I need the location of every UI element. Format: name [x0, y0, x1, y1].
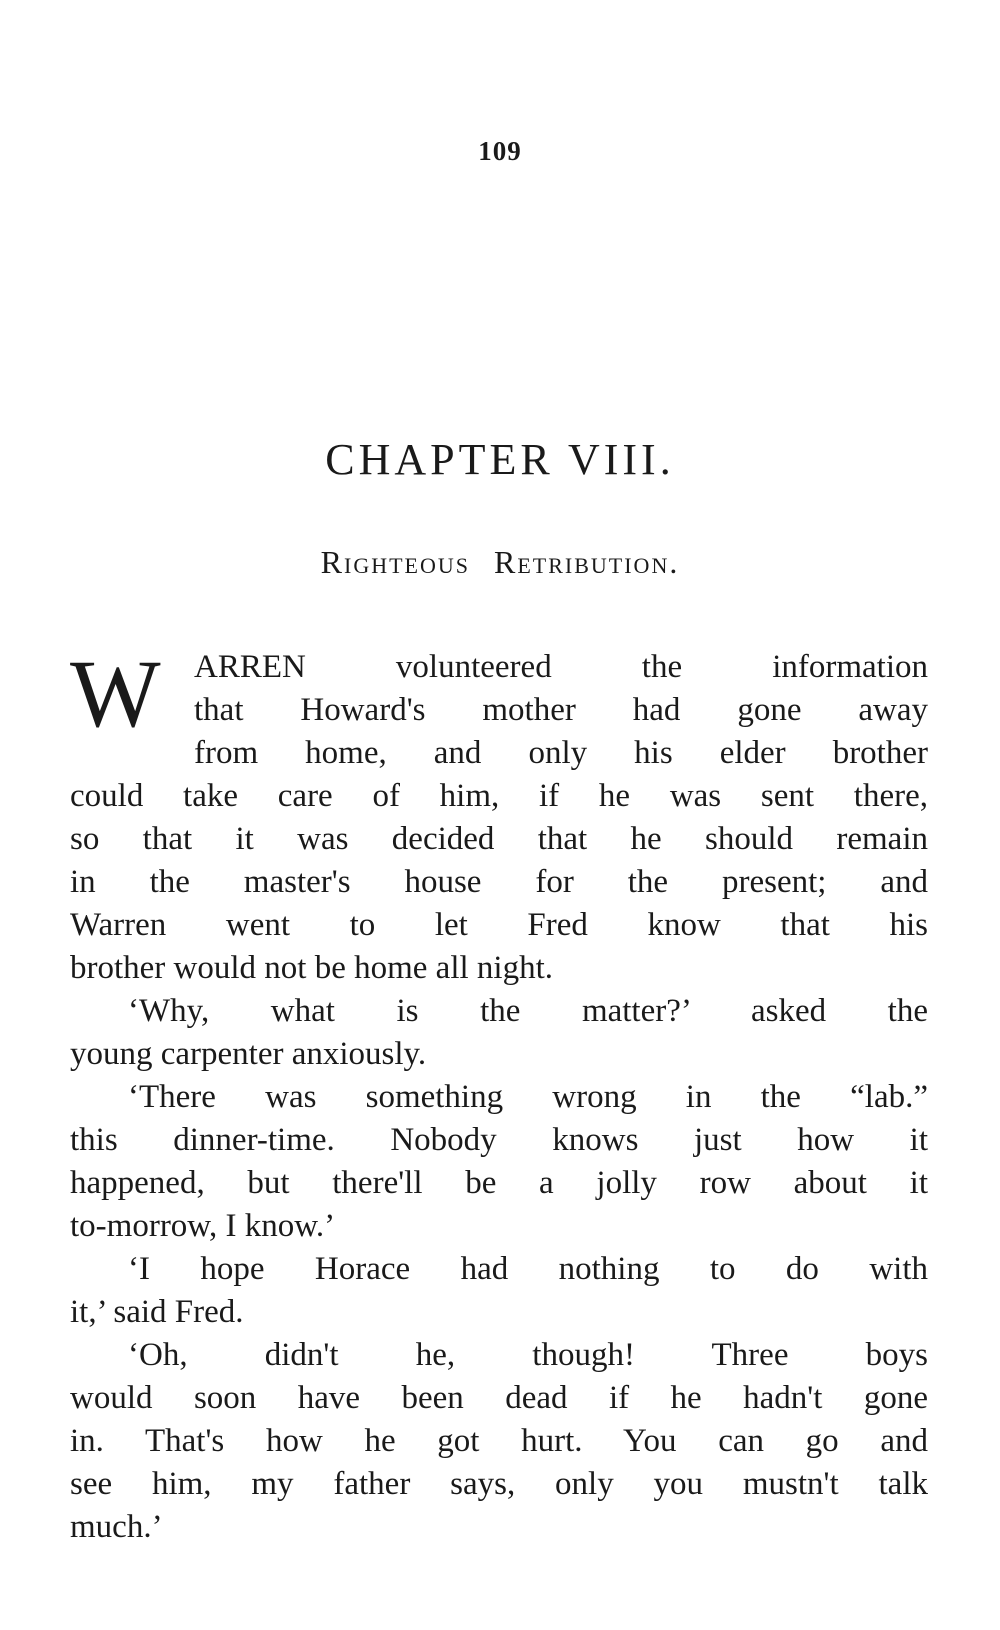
text-line: from home, and only his elder brother: [194, 735, 928, 771]
text-line: happened, but there'll be a jolly row about it: [70, 1165, 928, 1201]
text-line: ‘There was something wrong in the “lab.”: [128, 1079, 928, 1115]
text-line: that Howard's mother had gone away: [194, 692, 928, 728]
text-line: Warren went to let Fred know that his: [70, 907, 928, 943]
chapter-subtitle: Righteous Retribution.: [320, 544, 680, 580]
text-line: ARREN volunteered the information: [194, 649, 928, 685]
text-line: ‘Why, what is the matter?’ asked the: [128, 993, 928, 1029]
text-line: to-morrow, I know.’: [70, 1208, 336, 1244]
text-line: so that it was decided that he should remain: [70, 821, 928, 857]
text-line: this dinner-time. Nobody knows just how it: [70, 1122, 928, 1158]
text-line: brother would not be home all night.: [70, 950, 553, 986]
text-line: ‘Oh, didn't he, though! Three boys: [128, 1337, 928, 1373]
text-line: young carpenter anxiously.: [70, 1036, 427, 1072]
text-line: ‘I hope Horace had nothing to do with: [128, 1251, 928, 1287]
text-line: much.’: [70, 1509, 163, 1545]
page-number: 109: [478, 136, 522, 166]
text-line: see him, my father says, only you mustn't talk: [70, 1466, 928, 1502]
text-line: in. That's how he got hurt. You can go and: [70, 1423, 928, 1459]
chapter-text: [70, 640, 928, 1549]
drop-cap: W: [70, 640, 161, 747]
text-line: would soon have been dead if he hadn't gone: [70, 1380, 928, 1416]
text-line: it,’ said Fred.: [70, 1294, 244, 1330]
chapter-heading: CHAPTER VIII.: [325, 435, 675, 484]
text-line: could take care of him, if he was sent there,: [70, 778, 928, 814]
text-line: in the master's house for the present; and: [70, 864, 928, 900]
